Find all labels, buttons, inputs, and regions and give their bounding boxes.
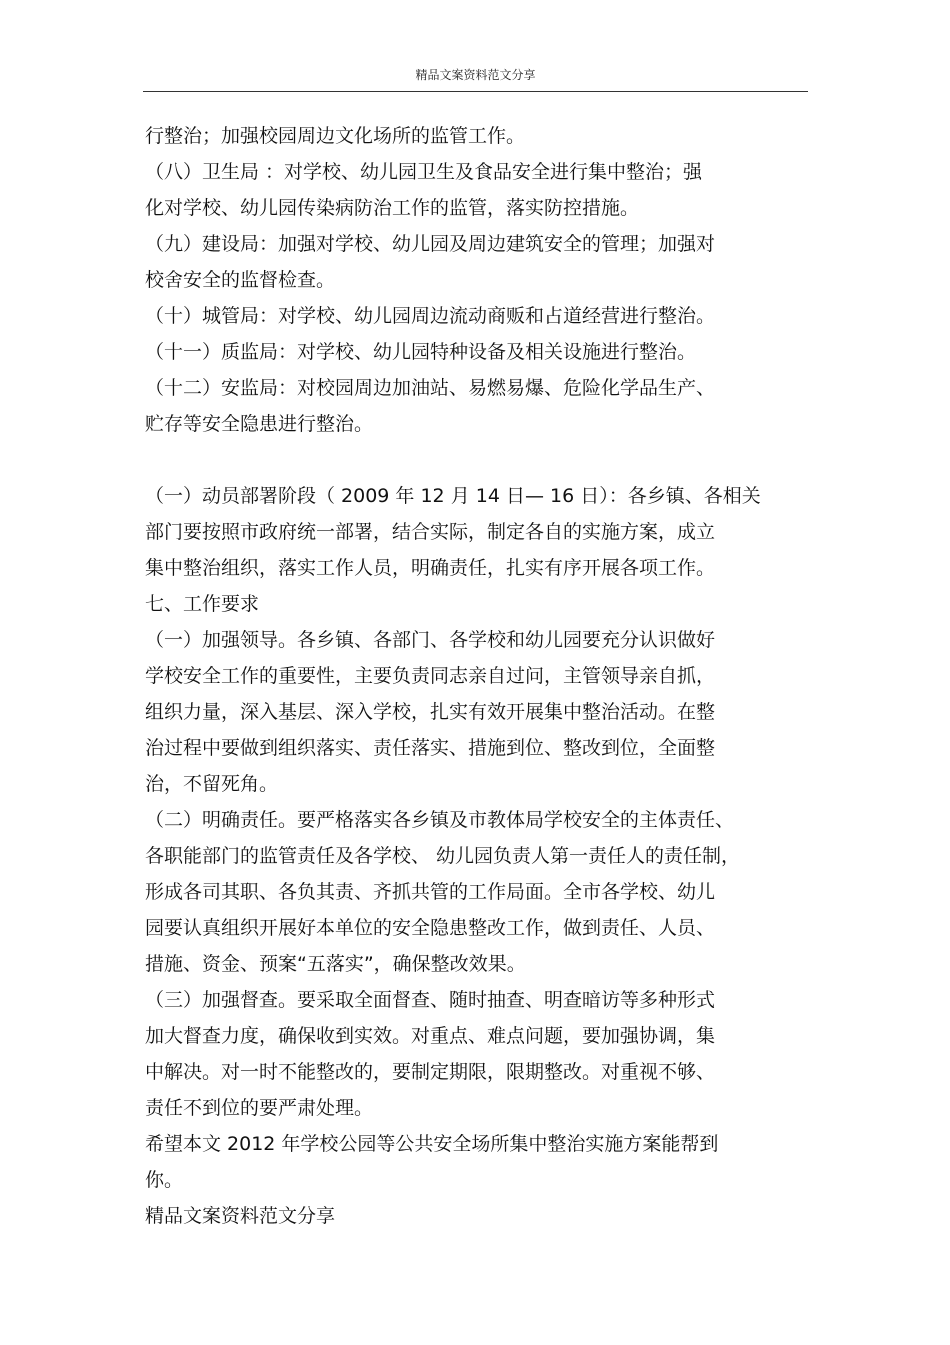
text-line: 希望本文 2012 年学校公园等公共安全场所集中整治实施方案能帮到 (145, 1133, 719, 1155)
text-line: 中解决。对一时不能整改的，要制定期限，限期整改。对重视不够、 (145, 1061, 716, 1083)
text-line: 治，不留死角。 (145, 773, 279, 795)
text-line: 化对学校、幼儿园传染病防治工作的监管，落实防控措施。 (145, 197, 640, 219)
text-line: 校舍安全的监督检查。 (145, 269, 336, 291)
text-line: （三）加强督查。要采取全面督查、随时抽查、明查暗访等多种形式 (145, 989, 716, 1011)
text-line: 园要认真组织开展好本单位的安全隐患整改工作，做到责任、人员、 (145, 917, 716, 939)
text-line: 措施、资金、预案“五落实”，确保整改效果。 (145, 953, 526, 975)
text-line: （一）动员部署阶段（ 2009 年 12 月 14 日— 16 日）：各乡镇、各相关 (145, 485, 761, 507)
text-line: 你。 (145, 1169, 184, 1191)
text-line: （十一）质监局：对学校、幼儿园特种设备及相关设施进行整治。 (145, 341, 697, 363)
text-line: （九）建设局：加强对学校、幼儿园及周边建筑安全的管理；加强对 (145, 233, 716, 255)
section-heading: 七、工作要求 (145, 593, 260, 615)
text-line: （十）城管局：对学校、幼儿园周边流动商贩和占道经营进行整治。 (145, 305, 716, 327)
text-line: （一）加强领导。各乡镇、各部门、各学校和幼儿园要充分认识做好 (145, 629, 716, 651)
text-line: （十二）安监局：对校园周边加油站、易燃易爆、危险化学品生产、 (145, 377, 716, 399)
text-line: （八）卫生局 ：对学校、幼儿园卫生及食品安全进行集中整治；强 (145, 161, 703, 183)
text-line: （二）明确责任。要严格落实各乡镇及市教体局学校安全的主体责任、 (145, 809, 735, 831)
text-line: 加大督查力度，确保收到实效。对重点、难点问题，要加强协调，集 (145, 1025, 716, 1047)
text-line: 学校安全工作的重要性，主要负责同志亲自过问，主管领导亲自抓， (145, 665, 716, 687)
document-body (145, 118, 815, 1234)
header-divider (143, 91, 808, 92)
text-line: 形成各司其职、各负其责、齐抓共管的工作局面。全市各学校、幼儿 (145, 881, 716, 903)
page-header: 精品文案资料范文分享 (415, 68, 536, 82)
text-line: 责任不到位的要严肃处理。 (145, 1097, 374, 1119)
text-line: 组织力量，深入基层、深入学校，扎实有效开展集中整治活动。在整 (145, 701, 716, 723)
text-line: 贮存等安全隐患进行整治。 (145, 413, 374, 435)
text-line: 治过程中要做到组织落实、责任落实、措施到位、整改到位，全面整 (145, 737, 716, 759)
text-line: 行整治；加强校园周边文化场所的监管工作。 (145, 125, 526, 147)
text-line: 集中整治组织，落实工作人员，明确责任，扎实有序开展各项工作。 (145, 557, 716, 579)
text-line: 各职能部门的监管责任及各学校、 幼儿园负责人第一责任人的责任制， (145, 845, 741, 867)
footer-text: 精品文案资料范文分享 (145, 1205, 336, 1227)
text-line: 部门要按照市政府统一部署，结合实际，制定各自的实施方案，成立 (145, 521, 716, 543)
